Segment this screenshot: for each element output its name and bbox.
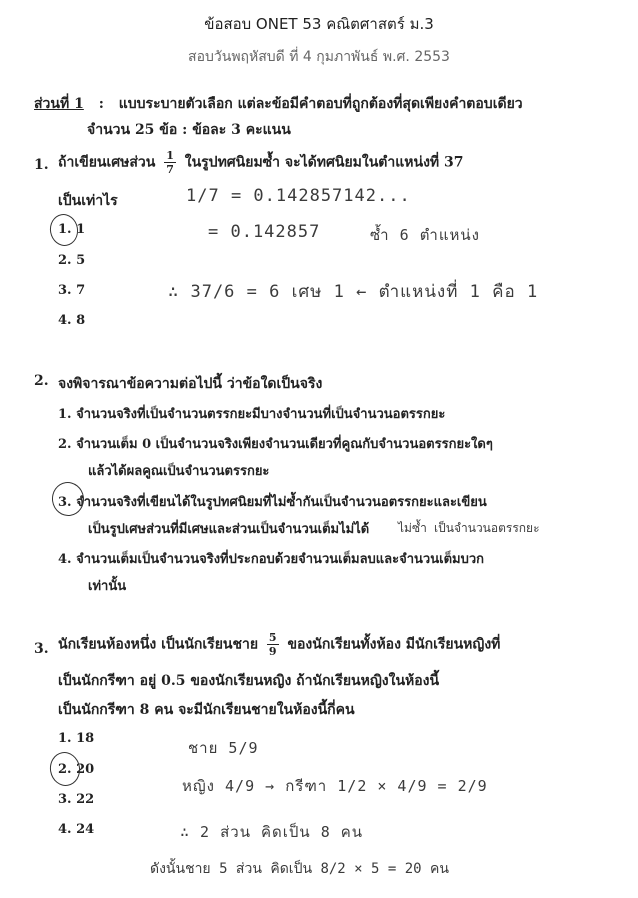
fraction-denominator: 9 <box>268 645 277 658</box>
question-1-option-3: 3. 7 <box>58 283 86 298</box>
section-colon: : <box>98 96 104 112</box>
question-3-option-1: 1. 18 <box>58 731 95 746</box>
question-3-number: 3. <box>34 641 49 657</box>
q3-handwritten-line-1: ชาย 5/9 <box>188 739 259 757</box>
question-3-line1 <box>58 632 500 657</box>
question-3-option-2: 2. 20 <box>58 762 95 777</box>
fraction-denominator: 7 <box>166 163 174 176</box>
question-2-option-4-cont: เท่านั้น <box>88 579 127 594</box>
q3-handwritten-line-2: หญิง 4/9 → กรีฑา 1/2 × 4/9 = 2/9 <box>182 777 488 795</box>
question-2-option-3-cont: เป็นรูปเศษส่วนที่มีเศษและส่วนเป็นจำนวนเต็มไม่ได้ <box>88 522 370 537</box>
q1-handwritten-line-1: 1/7 = 0.142857142... <box>186 186 411 206</box>
answer-circle-q2 <box>50 480 86 518</box>
section-count: จำนวน 25 ข้อ : ข้อละ 3 คะแนน <box>87 122 291 138</box>
page-title: ข้อสอบ ONET 53 คณิตศาสตร์ ม.3 <box>204 15 434 33</box>
question-1-text-pre: ถ้าเขียนเศษส่วน <box>58 154 156 171</box>
question-1-option-1: 1. 1 <box>58 222 86 237</box>
section-heading <box>34 93 523 115</box>
fraction-numerator: 5 <box>268 631 277 644</box>
question-2-option-2: 2. จำนวนเต็ม 0 เป็นจำนวนจริงเพียงจำนวนเดียวที่คูณกับจำนวนอตรรกยะใดๆ <box>58 437 493 452</box>
question-1-option-2: 2. 5 <box>58 253 86 268</box>
question-1-line1 <box>58 150 464 175</box>
question-1-text-post: ในรูปทศนิยมซ้ำ จะได้ทศนิยมในตำแหน่งที่ 37 <box>184 154 464 171</box>
section-instruction: แบบระบายตัวเลือก แต่ละข้อมีคำตอบที่ถูกต้องที่สุดเพียงคำตอบเดียว <box>118 96 523 112</box>
section-label: ส่วนที่ 1 <box>34 96 84 112</box>
question-3-text-post: ของนักเรียนทั้งห้อง มีนักเรียนหญิงที่ <box>287 636 501 653</box>
question-3-line2: เป็นนักกรีฑา อยู่ 0.5 ของนักเรียนหญิง ถ้านักเรียนหญิงในห้องนี้ <box>58 673 440 689</box>
question-2-option-1: 1. จำนวนจริงที่เป็นจำนวนตรรกยะมีบางจำนวนที่เป็นจำนวนอตรรกยะ <box>58 407 446 422</box>
question-1-line2: เป็นเท่าไร <box>58 193 118 209</box>
q1-handwritten-note: ซ้ำ 6 ตำแหน่ง <box>370 226 480 244</box>
q3-handwritten-line-4: ดังนั้นชาย 5 ส่วน คิดเป็น 8/2 × 5 = 20 คน <box>150 861 449 877</box>
question-2-option-2-cont: แล้วได้ผลคูณเป็นจำนวนตรรกยะ <box>88 464 270 479</box>
question-3-option-4: 4. 24 <box>58 822 95 837</box>
q1-handwritten-line-3: ∴ 37/6 = 6 เศษ 1 ← ตำแหน่งที่ 1 คือ 1 <box>168 282 539 302</box>
q1-handwritten-line-2: = 0.142857 <box>208 222 321 242</box>
q3-handwritten-line-3: ∴ 2 ส่วน คิดเป็น 8 คน <box>180 823 364 841</box>
question-1-fraction <box>164 150 176 175</box>
page-subtitle: สอบวันพฤหัสบดี ที่ 4 กุมภาพันธ์ พ.ศ. 2553 <box>188 49 450 65</box>
question-2-option-3: 3. จำนวนจริงที่เขียนได้ในรูปทศนิยมที่ไม่ซ้ำกันเป็นจำนวนอตรรกยะและเขียน <box>58 495 487 510</box>
question-3-fraction <box>267 632 279 657</box>
answer-circle-q1 <box>47 212 80 248</box>
question-3-text-pre: นักเรียนห้องหนึ่ง เป็นนักเรียนชาย <box>58 636 259 653</box>
question-3-option-3: 3. 22 <box>58 792 95 807</box>
question-1-number: 1. <box>34 157 49 173</box>
question-3-line3: เป็นนักกรีฑา 8 คน จะมีนักเรียนชายในห้องนี้กี่คน <box>58 702 355 718</box>
question-2-line1: จงพิจารณาข้อความต่อไปนี้ ว่าข้อใดเป็นจริง <box>58 376 323 392</box>
fraction-numerator: 1 <box>166 149 174 162</box>
q2-handwritten-note: ไม่ซ้ำ เป็นจำนวนอตรรกยะ <box>398 521 540 535</box>
question-1-option-4: 4. 8 <box>58 313 86 328</box>
question-2-number: 2. <box>34 373 49 389</box>
answer-circle-q3 <box>47 750 82 789</box>
question-2-option-4: 4. จำนวนเต็มเป็นจำนวนจริงที่ประกอบด้วยจำนวนเต็มลบและจำนวนเต็มบวก <box>58 552 484 567</box>
